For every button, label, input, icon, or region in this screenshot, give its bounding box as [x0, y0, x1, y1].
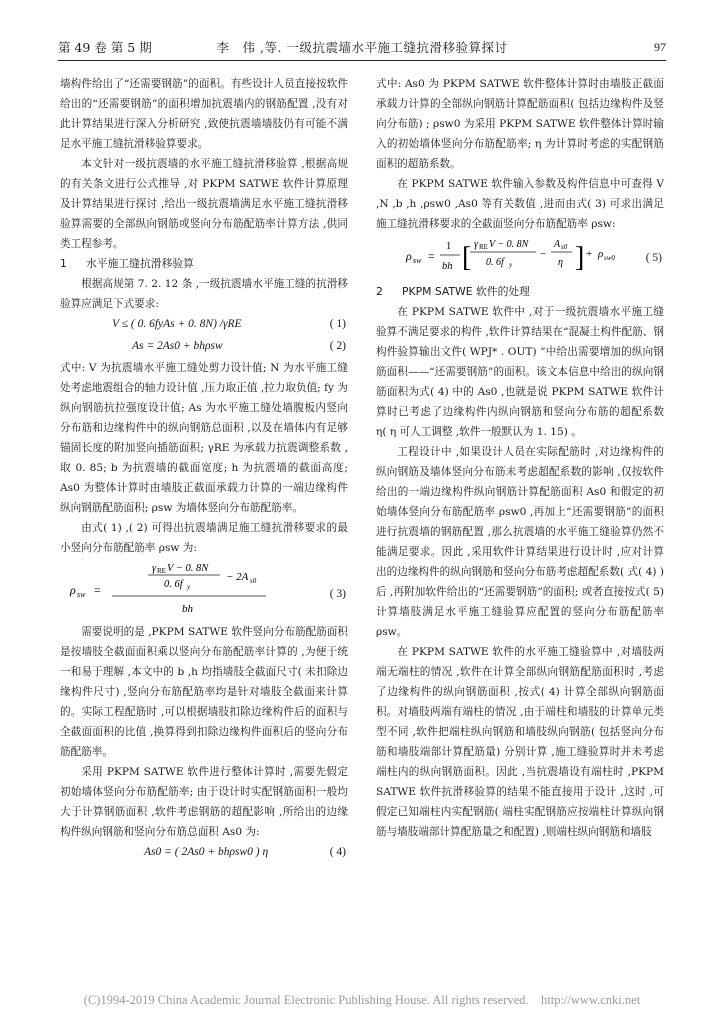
- equation-number: ( 4): [329, 846, 346, 858]
- equation-body: V ≤ ( 0. 6fyAs + 0. 8N) /γRE: [112, 318, 242, 330]
- svg-text:V − 0. 8N: V − 0. 8N: [489, 239, 529, 250]
- equation-body: As = 2As0 + bhρsw: [132, 340, 223, 352]
- svg-text:0. 6f: 0. 6f: [164, 579, 183, 590]
- svg-text:=: =: [94, 583, 101, 597]
- section-number: 2: [376, 285, 383, 298]
- journal-volume: 第 49 卷 第 5 期: [58, 40, 152, 55]
- section-number: 1: [60, 257, 67, 270]
- equation-2: [60, 336, 348, 358]
- svg-text:− 2A: − 2A: [226, 571, 249, 583]
- paragraph: 根据高规第 7. 2. 12 条 ,一级抗震墙水平施工缝的抗滑移验算应满足下式要求:: [60, 278, 348, 310]
- svg-text:sw: sw: [413, 256, 422, 265]
- header-rule: [58, 60, 666, 61]
- svg-text:1: 1: [446, 241, 452, 252]
- svg-text:]: ]: [575, 242, 585, 273]
- running-title: 李 伟 ,等. 一级抗震墙水平施工缝抗滑移验算探讨: [216, 40, 508, 55]
- svg-text:s0: s0: [250, 577, 257, 585]
- svg-text:RE: RE: [479, 243, 488, 251]
- equation-5-formula: [376, 234, 626, 282]
- equation-body: As0 = ( 2As0 + bhρsw0 ) η: [144, 846, 269, 858]
- paragraph: 本文针对一级抗震墙的水平施工缝抗滑移验算 ,根据高规的有关条文进行公式推导 ,对 PKPM SATWE 软件计算原理及计算结果进行探讨 ,给出一级抗震墙满足水平施工缝抗滑移验算需要的全部纵向钢筋或竖向分布筋配筋率计算方法 ,供同类工程参考。: [60, 158, 348, 250]
- paragraph: 在 PKPM SATWE 软件输入参数及构件信息中可查得 V ,N ,b ,h ,ρsw0 ,As0 等有关数值 ,进而由式( 3) 可求出满足施工缝抗滑移要求的全截面竖向分布筋配筋率 ρsw:: [376, 178, 664, 230]
- equation-number: ( 2): [329, 340, 346, 352]
- copyright-footer: (C)1994-2019 China Academic Journal Electronic Publishing House. All rights reserved. http://www.cnki.net: [83, 993, 641, 1007]
- section-title: 水平施工缝抗滑移验算: [86, 257, 194, 270]
- right-column: [376, 74, 664, 842]
- svg-text:y: y: [509, 261, 513, 269]
- svg-text:0. 6f: 0. 6f: [486, 257, 504, 268]
- svg-text:γ: γ: [152, 563, 157, 574]
- section-title: PKPM SATWE 软件的处理: [402, 285, 530, 298]
- page-number: 97: [654, 40, 666, 54]
- svg-text:=: =: [428, 249, 435, 263]
- paragraph: 墙构件给出了“还需要钢筋”的面积。有些设计人员直接按软件给出的“还需要钢筋”的面积增加抗震墙内的钢筋配置 ,没有对此计算结果进行深入分析研究 ,致使抗震墙墙肢仍有可能不满足水平施工缝抗滑移验算要求。: [60, 78, 348, 150]
- paragraph: 在 PKPM SATWE 软件中 ,对于一级抗震墙水平施工缝验算不满足要求的构件 ,软件计算结果在“混凝土构件配筋、钢构件验算输出文件( WPJ* . OUT) ”中给出需要增加的纵向钢筋面积——“还需要钢筋”的面积。该文本信息中给出的纵向钢筋面积为式( 4) 中的 As0 ,也就是说 PKPM SATWE 软件计算时已考虑了边缘构件内纵向钢筋和竖向分布筋的超配系数 η( η 可人工调整 ,软件一般默认为 1. 15) 。: [376, 306, 664, 438]
- svg-text:ρ: ρ: [406, 249, 412, 263]
- svg-text:[: [: [462, 242, 472, 273]
- equation-1: [60, 314, 348, 336]
- svg-text:sw0: sw0: [604, 254, 615, 262]
- svg-text:y: y: [187, 583, 191, 591]
- page-header: [58, 38, 666, 62]
- equation-5: [376, 234, 664, 282]
- svg-text:A: A: [554, 239, 561, 250]
- svg-text:bh: bh: [182, 603, 193, 615]
- paragraph: 式中: As0 为 PKPM SATWE 软件整体计算时由墙肢正截面承载力计算的全部纵向钢筋计算配筋面积( 包括边缘构件及竖向分布筋) ; ρsw0 为采用 PKPM SATWE 软件整体计算时输入的初始墙体竖向分布筋配筋率; η 为计算时考虑的实配钢筋面积的超筋系数。: [376, 78, 664, 170]
- paragraph: 由式( 1) ,( 2) 可得出抗震墙满足施工缝抗滑移要求的最小竖向分布筋配筋率 ρsw 为:: [60, 522, 348, 554]
- paragraph: 式中: V 为抗震墙水平施工缝处剪力设计值; N 为水平施工缝处考虑地震组合的轴力设计值 ,压力取正值 ,拉力取负值; fy 为纵向钢筋抗拉强度设计值; As 为水平施工缝处墙腹板内竖向分布筋和边缘构件中的纵向钢筋总面积 ,以及在墙体内有足够锚固长度的附加竖向插筋面积; γRE 为承载力抗震调整系数 ,取 0. 85; b 为抗震墙的截面宽度; h 为抗震墙的截面高度; As0 为整体计算时由墙肢正截面承载力计算的一端边缘构件纵向钢筋配筋面积; ρsw 为墙体竖向分布筋配筋率。: [60, 362, 348, 514]
- paragraph: 在 PKPM SATWE 软件的水平施工缝验算中 ,对墙肢两端无端柱的情况 ,软件在计算全部纵向钢筋配筋面积时 ,考虑了边缘构件的纵向钢筋面积 ,按式( 4) 计算全部纵向钢筋面积。对墙肢两端有端柱的情况 ,由于端柱和墙肢的计算单元类型不同 ,软件把端柱纵向钢筋和墙肢纵向钢筋( 包括竖向分布筋和墙肢端部计算配筋量) 分别计算 ,施工缝验算时并未考虑端柱内的纵向钢筋面积。因此 ,当抗震墙设有端柱时 ,PKPM SATWE 软件抗滑移验算的结果不能直接用于设计 ,这时 ,可假定已知端柱内实配钢筋( 端柱实配钢筋应按端柱计算纵向钢筋与墙肢端部计算配筋量之和配置) ,则端柱纵向钢筋和墙肢: [376, 646, 664, 838]
- equation-number: ( 5): [645, 252, 662, 264]
- left-column: [60, 74, 348, 864]
- section-heading-2: [376, 282, 664, 302]
- svg-text:ρ: ρ: [598, 248, 604, 260]
- svg-text:bh: bh: [442, 261, 453, 272]
- svg-text:RE: RE: [157, 567, 166, 575]
- equation-number: ( 3): [329, 588, 346, 600]
- svg-text:+: +: [586, 248, 593, 260]
- equation-4: [60, 842, 348, 864]
- equation-3: [60, 558, 348, 622]
- equation-3-formula: [60, 558, 310, 622]
- paragraph: 采用 PKPM SATWE 软件进行整体计算时 ,需要先假定初始墙体竖向分布筋配筋率; 由于设计时实配钢筋面积一般均大于计算钢筋面积 ,软件考虑钢筋的超配影响 ,所给出的边缘构件纵向钢筋和竖向分布筋总面积 As0 为:: [60, 766, 348, 838]
- section-heading-1: [60, 254, 348, 274]
- svg-text:sw: sw: [77, 590, 86, 599]
- svg-text:V − 0. 8N: V − 0. 8N: [167, 563, 209, 574]
- svg-text:−: −: [540, 248, 547, 260]
- equation-number: ( 1): [329, 318, 346, 330]
- svg-text:s0: s0: [561, 243, 568, 251]
- svg-text:η: η: [558, 257, 563, 268]
- paragraph: 需要说明的是 ,PKPM SATWE 软件竖向分布筋配筋面积是按墙肢全截面面积乘以竖向分布筋配筋率计算的 ,为便于统一和易于理解 ,本文中的 b ,h 均指墙肢全截面尺寸( 未扣除边缘构件尺寸) ,竖向分布筋配筋率均是针对墙肢全截面来计算的。实际工程配筋时 ,可以根据墙肢扣除边缘构件后的面积与全截面面积的比值 ,换算得到扣除边缘构件面积后的竖向分布筋配筋率。: [60, 626, 348, 758]
- svg-text:ρ: ρ: [70, 583, 76, 597]
- svg-text:γ: γ: [474, 239, 478, 250]
- paragraph: 工程设计中 ,如果设计人员在实际配筋时 ,对边缘构件的纵向钢筋及墙体竖向分布筋未考虑超配系数的影响 ,仅按软件给出的一端边缘构件纵向钢筋计算配筋面积 As0 和假定的初始墙体竖向分布筋配筋率 ρsw0 ,再加上“还需要钢筋”的面积进行抗震墙的钢筋配置 ,那么抗震墙的水平施工缝验算仍然不能满足要求。因此 ,采用软件计算结果进行设计时 ,应对计算出的边缘构件的纵向钢筋和竖向分布筋考虑超配系数( 式( 4) ) 后 ,再附加软件给出的“还需要钢筋”的面积; 或者直接按式( 5) 计算墙肢满足水平施工缝验算应配置的竖向分布筋配筋率 ρsw。: [376, 446, 664, 638]
